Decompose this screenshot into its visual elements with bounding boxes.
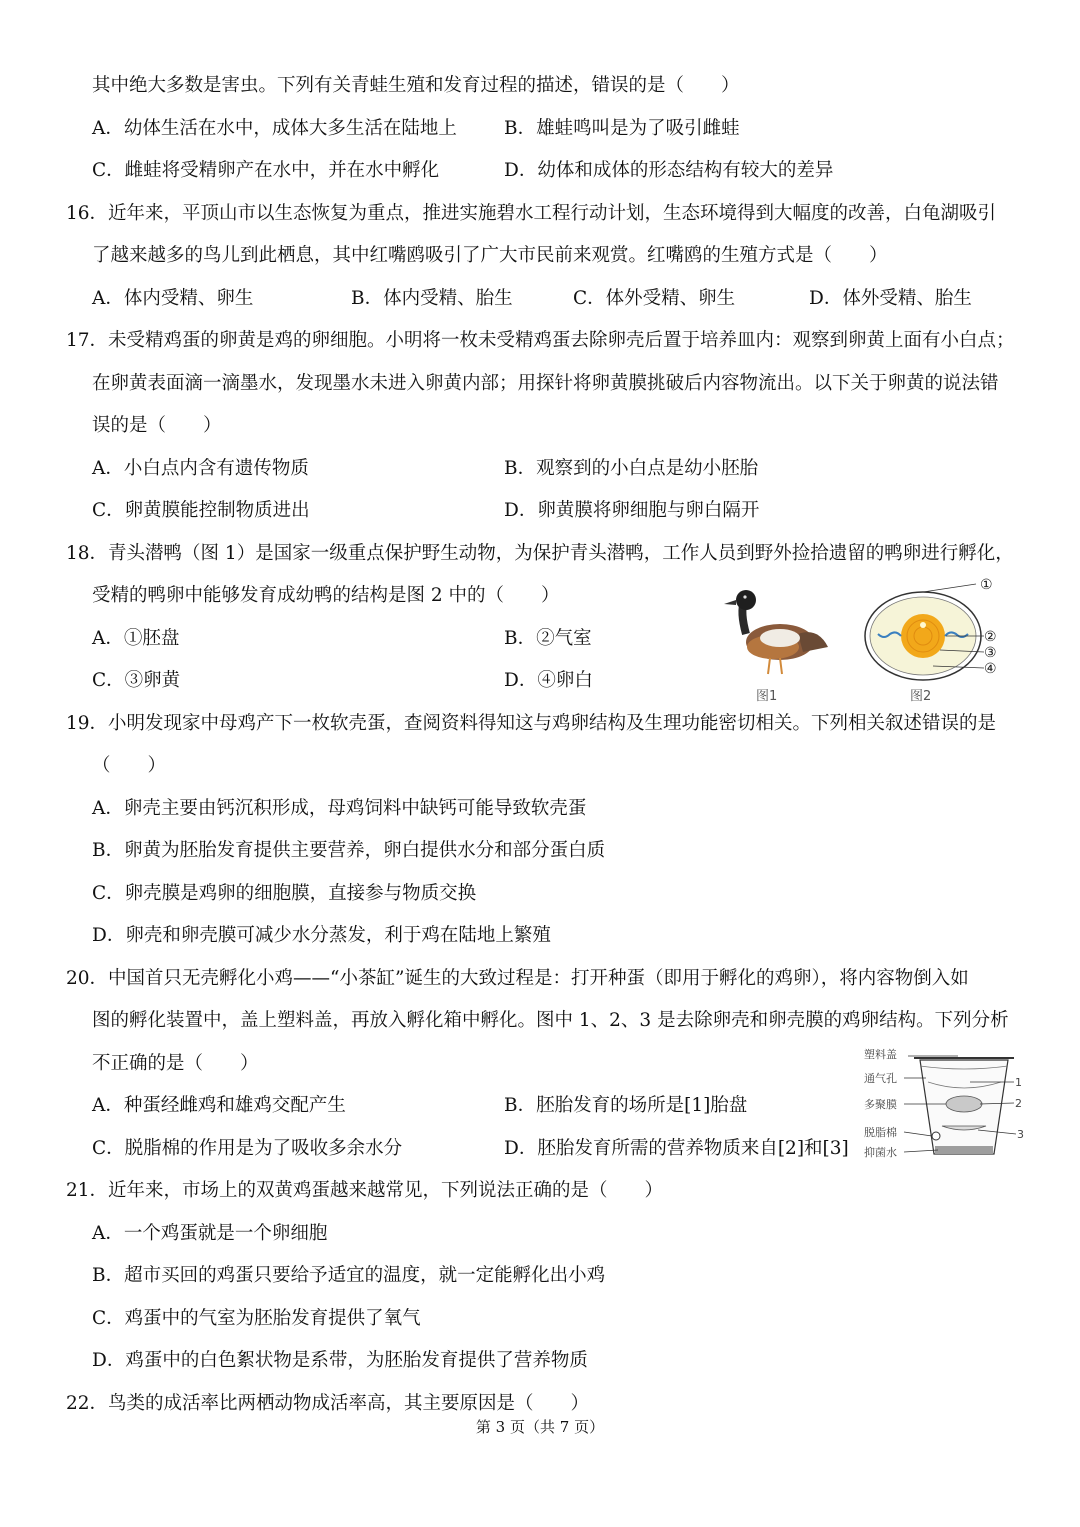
q17-line3: 误的是（ ） [92,415,222,436]
label-vent: 通气孔 [864,1072,897,1085]
q21-option-d: D．鸡蛋中的白色絮状物是系带，为胚胎发育提供了营养物质 [92,1350,588,1371]
incubation-device-diagram [858,1042,1030,1166]
q16-option-c: C．体外受精、卵生 [573,288,736,309]
duck-illustration [724,590,828,674]
q16-option-a: A．体内受精、卵生 [92,288,254,309]
q21-option-a: A．一个鸡蛋就是一个卵细胞 [92,1223,328,1244]
q18-line2: 受精的鸭卵中能够发育成幼鸭的结构是图 2 中的（ ） [92,585,560,606]
q16-line2: 了越来越多的鸟儿到此栖息，其中红嘴鸥吸引了广大市民前来观赏。红嘴鸥的生殖方式是（ ） [92,245,888,266]
label-n3: 3 [1017,1128,1024,1141]
q21-line1: 21．近年来，市场上的双黄鸡蛋越来越常见，下列说法正确的是（ ） [66,1180,664,1201]
q15-stem-tail: 其中绝大多数是害虫。下列有关青蛙生殖和发育过程的描述，错误的是（ ） [92,75,740,96]
q15-option-c: C．雌蛙将受精卵产在水中，并在水中孵化 [92,160,440,181]
page-footer: 第 3 页（共 7 页） [475,1418,605,1436]
q18-line1: 18．青头潜鸭（图 1）是国家一级重点保护野生动物，为保护青头潜鸭，工作人员到野外捡拾遗留的鸭卵进行孵化， [66,543,1014,564]
label-n1: 1 [1015,1076,1022,1089]
q16-line1: 16．近年来，平顶山市以生态恢复为重点，推进实施碧水工程行动计划，生态环境得到大幅度的改善，白龟湖吸引 [66,203,997,224]
q20-line1: 20．中国首只无壳孵化小鸡——“小茶缸”诞生的大致过程是：打开种蛋（即用于孵化的鸡卵），将内容物倒入如 [66,968,969,989]
figure-1-caption: 图1 [756,689,778,704]
label-water: 抑菌水 [864,1146,897,1159]
q15-option-b: B．雄蛙鸣叫是为了吸引雌蛙 [504,118,740,139]
egg-marker-3: ③ [984,645,997,661]
egg-structure-diagram [865,584,984,680]
q19-line2: （ ） [92,755,167,776]
figure-2-caption: 图2 [910,689,932,704]
q17-option-a: A．小白点内含有遗传物质 [92,458,309,479]
q20-option-c: C．脱脂棉的作用是为了吸收多余水分 [92,1138,403,1159]
q19-option-c: C．卵壳膜是鸡卵的细胞膜，直接参与物质交换 [92,883,477,904]
egg-marker-4: ④ [984,661,997,677]
q18-figures [718,572,1008,707]
q16-option-b: B．体内受精、胎生 [351,288,513,309]
q17-option-c: C．卵黄膜能控制物质进出 [92,500,310,521]
q22-line1: 22．鸟类的成活率比两栖动物成活率高，其主要原因是（ ） [66,1393,590,1414]
label-lid: 塑料盖 [864,1048,897,1061]
q19-option-b: B．卵黄为胚胎发育提供主要营养，卵白提供水分和部分蛋白质 [92,840,606,861]
q15-option-a: A．幼体生活在水中，成体大多生活在陆地上 [92,118,457,139]
q21-option-b: B．超市买回的鸡蛋只要给予适宜的温度，就一定能孵化出小鸡 [92,1265,606,1286]
label-cotton: 脱脂棉 [864,1126,897,1139]
label-n2: 2 [1015,1097,1022,1110]
q20-option-a: A．种蛋经雌鸡和雄鸡交配产生 [92,1095,346,1116]
q19-line1: 19．小明发现家中母鸡产下一枚软壳蛋，查阅资料得知这与鸡卵结构及生理功能密切相关。下列相关叙述错误的是 [66,713,997,734]
q18-option-b: B．②气室 [504,628,592,649]
q21-option-c: C．鸡蛋中的气室为胚胎发育提供了氧气 [92,1308,421,1329]
q17-line1: 17．未受精鸡蛋的卵黄是鸡的卵细胞。小明将一枚未受精鸡蛋去除卵壳后置于培养皿内：观察到卵黄上面有小白点； [66,330,1015,351]
egg-marker-1: ① [980,577,993,593]
q18-option-d: D．④卵白 [504,670,593,691]
q18-option-c: C．③卵黄 [92,670,181,691]
q17-option-b: B．观察到的小白点是幼小胚胎 [504,458,759,479]
q20-option-b: B．胚胎发育的场所是[1]胎盘 [504,1095,748,1116]
q18-option-a: A．①胚盘 [92,628,180,649]
egg-marker-2: ② [984,629,997,645]
q17-option-d: D．卵黄膜将卵细胞与卵白隔开 [504,500,760,521]
q16-option-d: D．体外受精、胎生 [809,288,972,309]
q19-option-a: A．卵壳主要由钙沉积形成，母鸡饲料中缺钙可能导致软壳蛋 [92,798,587,819]
q20-option-d: D．胚胎发育所需的营养物质来自[2]和[3] [504,1138,849,1159]
q20-line3: 不正确的是（ ） [92,1053,259,1074]
q17-line2: 在卵黄表面滴一滴墨水，发现墨水未进入卵黄内部；用探针将卵黄膜挑破后内容物流出。以下关于卵黄的说法错 [92,373,999,394]
label-film: 多聚膜 [864,1098,897,1111]
q15-option-d: D．幼体和成体的形态结构有较大的差异 [504,160,834,181]
q20-line2: 图的孵化装置中，盖上塑料盖，再放入孵化箱中孵化。图中 1、2、3 是去除卵壳和卵壳膜的鸡卵结构。下列分析 [92,1010,1009,1031]
q19-option-d: D．卵壳和卵壳膜可减少水分蒸发，利于鸡在陆地上繁殖 [92,925,551,946]
